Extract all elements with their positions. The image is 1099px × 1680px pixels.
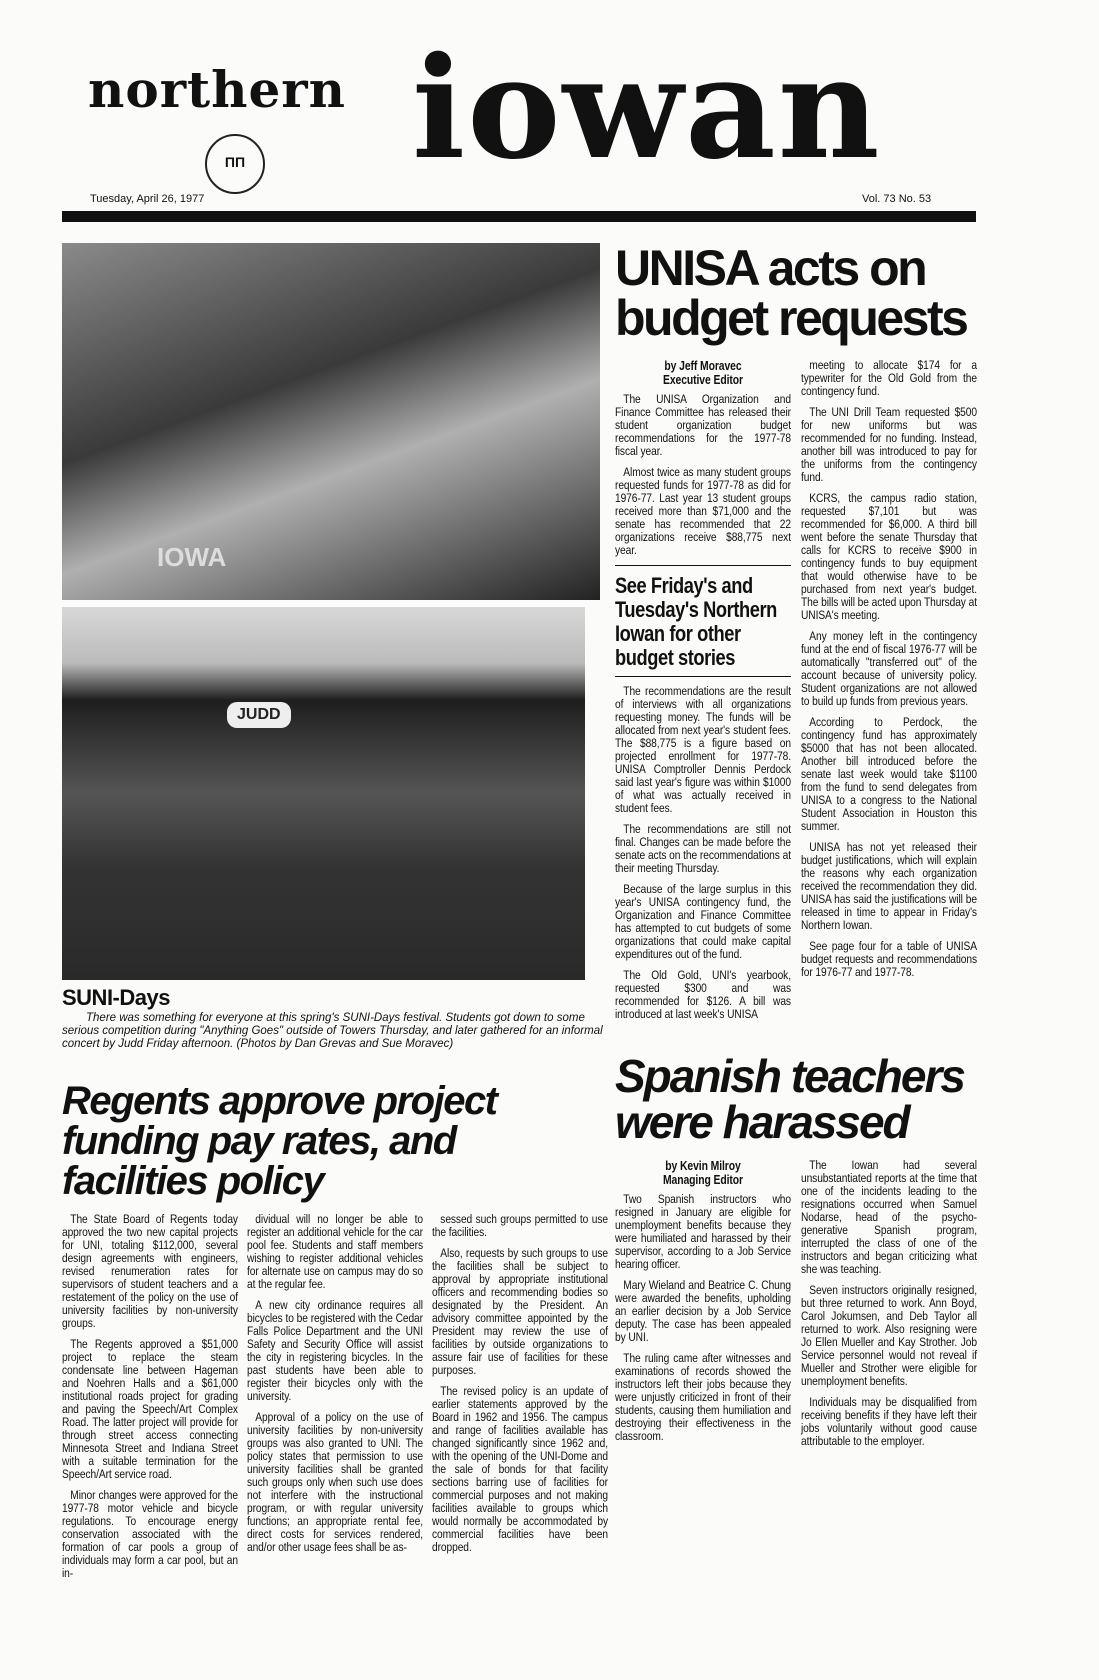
masthead-iowan: iowan [412,27,882,191]
paragraph: Seven instructors originally resigned, but three returned to work. Ann Boyd, Carol Jokumsen, and Deb Taylor all returned to work. Also resigning were Jo Ellen Mueller and Kay Strother. Job Service personnel would not reveal if Mueller and Strother were eligible for unemployment benefits. [801,1283,977,1388]
paragraph: See page four for a table of UNISA budget requests and recommendations for 1976-77 and 1977-78. [801,939,977,979]
volume-number: Vol. 73 No. 53 [862,193,932,205]
photo-caption: There was something for everyone at this spring's SUNI-Days festival. Students got down to some serious competition during "Anything Goes" outside of Towers Thursday, and later gathered for an informal concert by Judd Friday afternoon. (Photos by Dan Grevas and Sue Moravec) [62,1012,603,1050]
byline-name: by Jeff Moravec [664,359,742,373]
regents-column-1 [62,1213,238,1580]
paragraph: Minor changes were approved for the 1977-78 motor vehicle and bicycle regulations. To encourage energy conservation associated with the formation of car pools a group of individuals may form a car pool, but an in- [62,1488,238,1580]
unisa-headline: UNISA acts on budget requests [615,240,967,346]
sidebar-note: See Friday's and Tuesday's Northern Iowan for other budget stories [615,565,791,677]
paragraph: The recommendations are still not final. Changes can be made before the senate acts on the recommendations at their meeting Thursday. [615,822,791,875]
paragraph: The revised policy is an update of earlier statements approved by the Board in 1962 and 1956. The campus and range of facilities available has changed significantly since 1962 and, with the opening of the UNI-Dome and the sale of bonds for that facility sections barring use of facilities for commercial purposes and not making facilities available to groups which would normally be accommodated by commercial facilities have been dropped. [432,1384,608,1554]
paragraph: sessed such groups permitted to use the facilities. [432,1212,608,1239]
paragraph: The UNI Drill Team requested $500 for new uniforms but was recommended for no funding. Instead, another bill was introduced to pay for the uniforms from the contingency fund. [801,405,977,484]
byline-title: Executive Editor [662,373,743,387]
paragraph: Individuals may be disqualified from receiving benefits if they have left their jobs voluntarily without good cause attributable to the employer. [801,1395,977,1448]
paragraph: The ruling came after witnesses and examinations of records showed the instructors left their jobs because they were unjustly criticized in front of their students, causing them humiliation and destroying their effectiveness in the classroom. [615,1351,791,1443]
band-banner: JUDD [227,702,291,728]
issue-date: Tuesday, April 26, 1977 [90,193,205,205]
seal-emblem-icon: ΠΠ [224,154,246,170]
spanish-headline: Spanish teachers were harassed [615,1050,964,1148]
spanish-columns [615,1159,977,1456]
university-seal [205,134,265,194]
unisa-column-1 [615,359,791,1021]
right-column [615,240,977,1456]
regents-headline: Regents approve project funding pay rates, and facilities policy [62,1079,497,1203]
spanish-column-1 [615,1159,791,1443]
byline-title: Managing Editor [662,1173,743,1187]
paragraph: The UNISA Organization and Finance Committee has released their student organization budget recommendations for the 1977-78 fiscal year. [615,392,791,458]
paragraph: The Old Gold, UNI's yearbook, requested $300 and was recommended for $126. A bill was introduced at last week's UNISA [615,968,791,1021]
regents-column-2 [247,1213,423,1554]
regents-column-3 [432,1213,608,1554]
left-column [62,243,607,1588]
caption-title: SUNI-Days [62,985,170,1010]
paragraph: UNISA has not yet released their budget justifications, which will explain the reasons why each organization received the recommendation they did. UNISA has said the justifications will be released in time to appear in Friday's Northern Iowan. [801,840,977,932]
paragraph: According to Perdock, the contingency fund has approximately $5000 that has not been allocated. Another bill introduced before the senate last week would take $1100 from the fund to send delegates from UNISA to a congress to the National Student Association in Houston this summer. [801,715,977,833]
paragraph: A new city ordinance requires all bicycles to be registered with the Cedar Falls Police Department and the UNI Safety and Security Office will assist the city in registering bicycles. In the past students have been able to register their bicycles only with the university. [247,1298,423,1403]
paragraph: Because of the large surplus in this year's UNISA contingency fund, the Organization and Finance Committee has attempted to cut budgets of some organizations that could make capital expenditures out of the fund. [615,882,791,961]
paragraph: KCRS, the campus radio station, requested $7,101 but was recommended for $6,000. A third bill went before the senate Thursday that calls for KCRS to receive $900 in contingency funds to buy equipment that would otherwise have to be purchased from next year's budget. The bills will be acted upon Thursday at UNISA's meeting. [801,491,977,622]
paragraph: Also, requests by such groups to use the facilities shall be subject to approval by appropriate institutional officers and recommending bodies so designated by the President. An advisory committee appointed by the President may review the use of facilities by outside organizations to assure fair use of facilities for these purposes. [432,1246,608,1377]
unisa-column-2 [801,359,977,979]
paragraph: meeting to allocate $174 for a typewriter for the Old Gold from the contingency fund. [801,358,977,398]
spanish-column-2 [801,1159,977,1448]
paragraph: Any money left in the contingency fund at the end of fiscal 1976-77 will be automatically "transferred out" of the account because of university policy. Student organizations are not allowed to build up funds from previous years. [801,629,977,708]
byline-name: by Kevin Milroy [665,1159,741,1173]
photo-concert [62,607,585,980]
masthead-northern: northern [88,60,346,119]
paragraph: Approval of a policy on the use of university facilities by non-university groups was also granted to UNI. The policy states that permission to use university facilities shall be granted such groups only when such use does not interfere with the instructional program, or with regular university functions; an appropriate rental fee, direct costs for services rendered, and/or other usage fees shall be as- [247,1410,423,1554]
paragraph: dividual will no longer be able to register an additional vehicle for the car pool fee. Students and staff members wishing to register additional vehicles for alternate use on campus may do so at the regular fee. [247,1212,423,1291]
masthead-rule [62,211,976,222]
shirt-lettering: IOWA [157,542,227,572]
paragraph: The Iowan had several unsubstantiated reports at the time that one of the incidents leading to the resignations occurred when Samuel Nodarse, head of the psycho-generative Spanish program, interrupted the class of one of the instructors and began criticizing what she was teaching. [801,1158,977,1276]
unisa-columns [615,359,977,1029]
paragraph: Two Spanish instructors who resigned in January are eligible for unemployment benefits because they were humiliated and harassed by their supervisor, according to a Job Service hearing officer. [615,1192,791,1271]
photo-anything-goes [62,243,600,600]
paragraph: Almost twice as many student groups requested funds for 1977-78 as did for 1976-77. Last year 13 student groups received more than $71,000 and the senate has recommended that 22 organizations receive $88,775 next year. [615,465,791,557]
paragraph: The Regents approved a $51,000 project to replace the steam condensate line between Hageman and Noehren Halls and a $61,000 institutional roads project for grading and paving the Speech/Art Complex Road. The latter project will provide for through street access connecting Minnesota Street and Indiana Street with a suitable termination for the Speech/Art service road. [62,1337,238,1481]
paragraph: The recommendations are the result of interviews with all organizations requesting money. The funds will be allocated from next year's student fees. The $88,775 is a figure based on projected enrollment for 1977-78. UNISA Comptroller Dennis Perdock said last year's figure was within $1000 of what was actually received in student fees. [615,684,791,815]
regents-columns [62,1213,607,1588]
paragraph: The State Board of Regents today approved the two new capital projects for UNI, totaling $112,000, several design agreements with engineers, revised renumeration rates for supervisors of student teachers and a restatement of the policy on the use of university facilities by non-university groups. [62,1212,238,1330]
paragraph: Mary Wieland and Beatrice C. Chung were awarded the benefits, upholding an earlier decision by a Job Service deputy. The case has been appealed by UNI. [615,1278,791,1344]
